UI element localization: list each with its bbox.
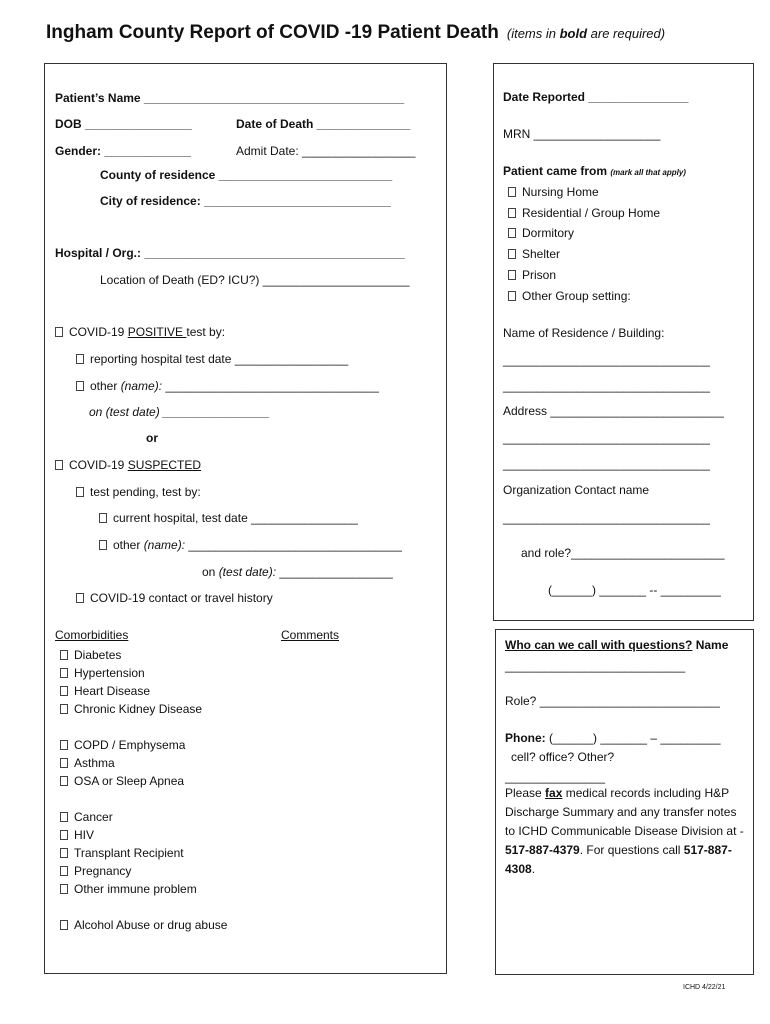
- fax-instructions: Please fax medical records including H&P Discharge Summary and any transfer notes to ICHD Communicable Disease Division at - 517-887-4379. For questions call 517-887-4308.: [505, 786, 744, 876]
- contact-role-field[interactable]: and role?_______________________: [521, 546, 725, 560]
- checkbox-icon[interactable]: [60, 740, 68, 750]
- contact-phone-field[interactable]: (______) _______ -- _________: [548, 583, 721, 597]
- caller-name-line[interactable]: ___________________________: [505, 659, 686, 673]
- phone-type-label: cell? office? Other?: [511, 750, 615, 764]
- city-of-residence-field[interactable]: City of residence: ____________________________: [100, 194, 391, 208]
- org-contact-label: Organization Contact name: [503, 483, 650, 497]
- residence-dormitory[interactable]: Dormitory: [508, 226, 574, 240]
- county-of-residence-field[interactable]: County of residence __________________________: [100, 168, 393, 182]
- checkbox-icon[interactable]: [60, 758, 68, 768]
- patient-came-from-label: Patient came from (mark all that apply): [503, 164, 686, 178]
- address-line-2[interactable]: _______________________________: [503, 431, 710, 445]
- right-residence-panel: [493, 63, 754, 621]
- residence-other-group[interactable]: Other Group setting:: [508, 289, 631, 303]
- checkbox-icon[interactable]: [60, 830, 68, 840]
- checkbox-icon[interactable]: [60, 848, 68, 858]
- checkbox-icon[interactable]: [508, 270, 516, 280]
- checkbox-icon[interactable]: [508, 208, 516, 218]
- page-title: [46, 22, 665, 44]
- checkbox-icon[interactable]: [60, 686, 68, 696]
- other-name-option[interactable]: other (name): ________________________________: [76, 379, 379, 393]
- checkbox-icon[interactable]: [55, 327, 63, 337]
- checkbox-icon[interactable]: [60, 866, 68, 876]
- comorbidity-copd[interactable]: COPD / Emphysema: [60, 738, 185, 752]
- residence-prison[interactable]: Prison: [508, 268, 556, 282]
- test-pending-option[interactable]: test pending, test by:: [76, 485, 201, 499]
- checkbox-icon[interactable]: [60, 668, 68, 678]
- or-label: or: [146, 431, 158, 445]
- location-of-death-field[interactable]: Location of Death (ED? ICU?) ______________________: [100, 273, 410, 287]
- footer-code: ICHD 4/22/21: [683, 984, 726, 991]
- comorbidity-alcohol-drug[interactable]: Alcohol Abuse or drug abuse: [60, 918, 227, 932]
- checkbox-icon[interactable]: [60, 650, 68, 660]
- dob-field[interactable]: DOB ________________: [55, 117, 192, 131]
- other-name-option-2[interactable]: other (name): ________________________________: [99, 538, 402, 552]
- comorbidity-hiv[interactable]: HIV: [60, 828, 94, 842]
- checkbox-icon[interactable]: [60, 920, 68, 930]
- comments-heading: Comments: [281, 628, 340, 642]
- date-reported-field[interactable]: Date Reported _______________: [503, 90, 689, 104]
- comorbidity-transplant[interactable]: Transplant Recipient: [60, 846, 184, 860]
- checkbox-icon[interactable]: [76, 381, 84, 391]
- mrn-field[interactable]: MRN ___________________: [503, 127, 661, 141]
- residence-name-line-1[interactable]: _______________________________: [503, 353, 710, 367]
- comorbidity-ckd[interactable]: Chronic Kidney Disease: [60, 702, 202, 716]
- phone-other-line[interactable]: _______________: [505, 770, 606, 784]
- contact-travel-option[interactable]: COVID-19 contact or travel history: [76, 591, 273, 605]
- checkbox-icon[interactable]: [508, 228, 516, 238]
- comorbidity-cancer[interactable]: Cancer: [60, 810, 113, 824]
- hospital-org-field[interactable]: Hospital / Org.: _______________________________________: [55, 246, 405, 260]
- checkbox-icon[interactable]: [76, 487, 84, 497]
- checkbox-icon[interactable]: [60, 812, 68, 822]
- residence-group-home[interactable]: Residential / Group Home: [508, 206, 660, 220]
- caller-role-field[interactable]: Role? ___________________________: [505, 694, 720, 708]
- residence-shelter[interactable]: Shelter: [508, 247, 560, 261]
- on-test-date-field[interactable]: on (test date) ________________: [89, 405, 270, 419]
- comorbidity-asthma[interactable]: Asthma: [60, 756, 115, 770]
- checkbox-icon[interactable]: [508, 291, 516, 301]
- covid-positive-option[interactable]: COVID-19 POSITIVE test by:: [55, 325, 225, 339]
- checkbox-icon[interactable]: [60, 776, 68, 786]
- covid-suspected-option[interactable]: COVID-19 SUSPECTED: [55, 458, 201, 472]
- residence-name-line-2[interactable]: _______________________________: [503, 379, 710, 393]
- checkbox-icon[interactable]: [60, 704, 68, 714]
- patient-name-field[interactable]: Patient’s Name _______________________________________: [55, 91, 405, 105]
- date-of-death-field[interactable]: Date of Death ______________: [236, 117, 411, 131]
- comorbidity-immune[interactable]: Other immune problem: [60, 882, 197, 896]
- checkbox-icon[interactable]: [55, 460, 63, 470]
- caller-phone-field[interactable]: Phone: (______) _______ – _________: [505, 731, 721, 745]
- comorbidity-osa[interactable]: OSA or Sleep Apnea: [60, 774, 184, 788]
- title-note: (items in bold are required): [506, 26, 666, 41]
- on-test-date-field-2[interactable]: on (test date): _________________: [202, 565, 393, 579]
- current-hospital-option[interactable]: current hospital, test date ________________: [99, 511, 358, 525]
- comorbidity-hypertension[interactable]: Hypertension: [60, 666, 145, 680]
- checkbox-icon[interactable]: [508, 249, 516, 259]
- address-field[interactable]: Address __________________________: [503, 404, 724, 418]
- reporting-hospital-option[interactable]: reporting hospital test date _________________: [76, 352, 348, 366]
- checkbox-icon[interactable]: [99, 540, 107, 550]
- who-can-we-call-label: Who can we call with questions? Name: [505, 638, 729, 652]
- checkbox-icon[interactable]: [76, 354, 84, 364]
- residence-nursing-home[interactable]: Nursing Home: [508, 185, 599, 199]
- gender-field[interactable]: Gender: _____________: [55, 144, 192, 158]
- org-contact-line[interactable]: _______________________________: [503, 511, 710, 525]
- checkbox-icon[interactable]: [60, 884, 68, 894]
- comorbidity-heart-disease[interactable]: Heart Disease: [60, 684, 150, 698]
- checkbox-icon[interactable]: [99, 513, 107, 523]
- comorbidity-diabetes[interactable]: Diabetes: [60, 648, 121, 662]
- title-text: Ingham County Report of COVID -19 Patient Death: [46, 22, 499, 43]
- comorbidity-pregnancy[interactable]: Pregnancy: [60, 864, 131, 878]
- name-of-residence-label: Name of Residence / Building:: [503, 326, 665, 340]
- admit-date-field[interactable]: Admit Date: _________________: [236, 144, 416, 158]
- checkbox-icon[interactable]: [76, 593, 84, 603]
- address-line-3[interactable]: _______________________________: [503, 457, 710, 471]
- comorbidities-heading: Comorbidities: [55, 628, 129, 642]
- checkbox-icon[interactable]: [508, 187, 516, 197]
